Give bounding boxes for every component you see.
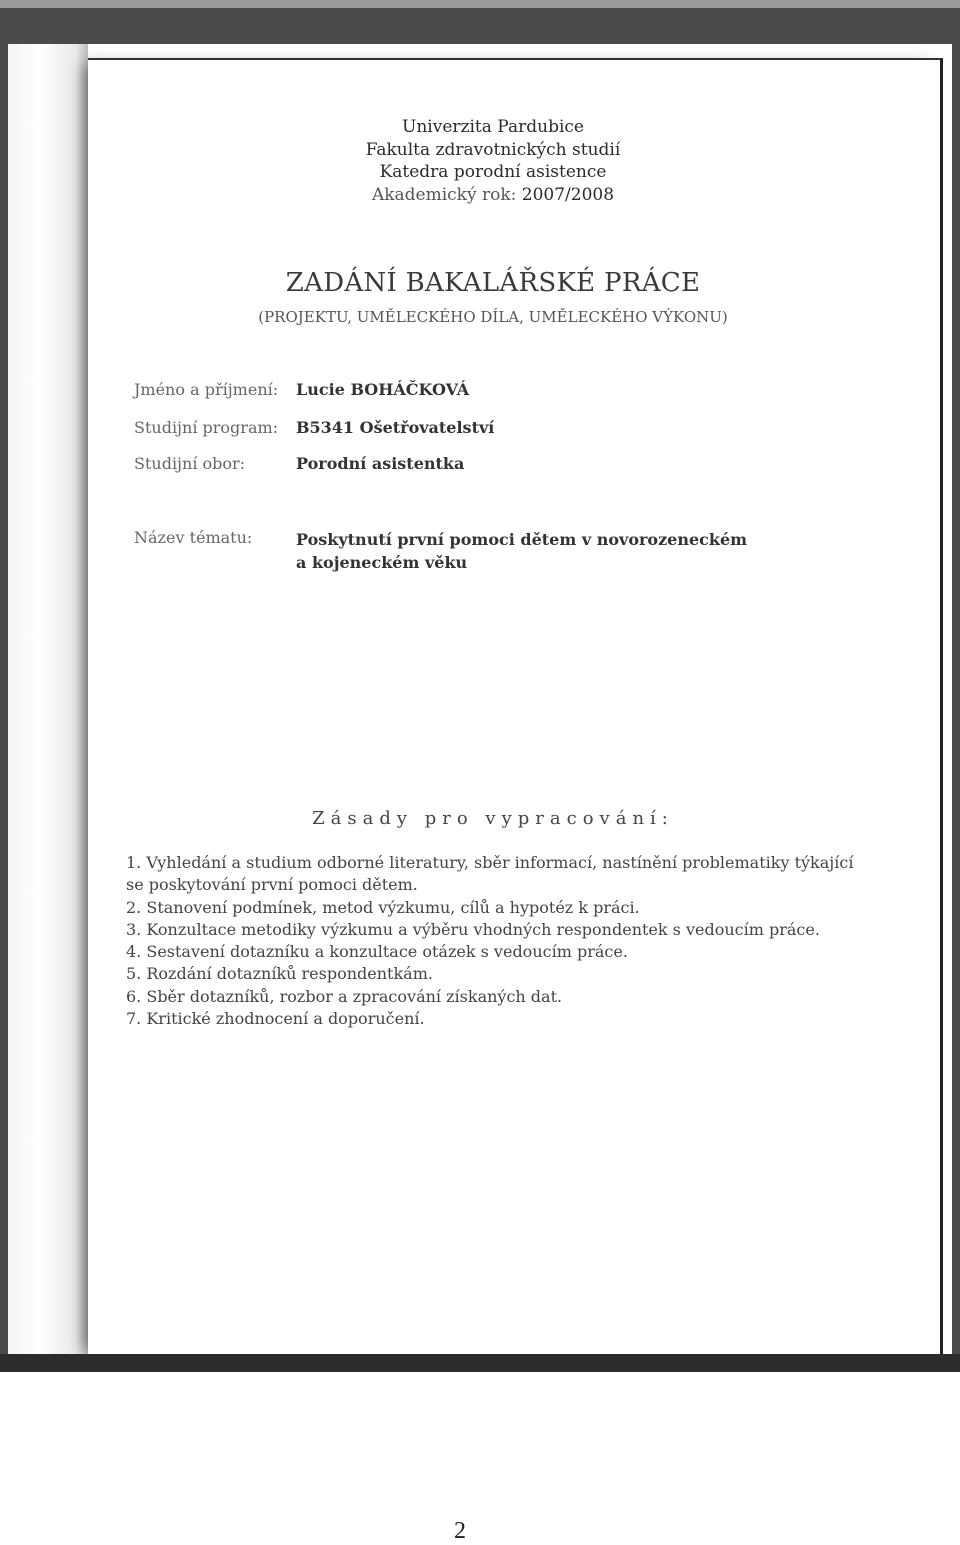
list-item: 7. Kritické zhodnocení a doporučení. [126,1009,425,1029]
page-number: 2 [454,1518,466,1544]
academic-year [200,184,786,207]
name-label: Jméno a příjmení: [134,380,279,399]
scan-bottom-edge [0,1354,960,1372]
list-item: se poskytování první pomoci dětem. [126,875,418,895]
topic-line-1: Poskytnutí první pomoci dětem v novorozeneckém [296,530,748,549]
book-spine [8,44,88,1354]
academic-year-value: 2007/2008 [521,184,615,205]
principles-title: Zásady pro vypracování: [312,808,674,829]
field-of-study-value: Porodní asistentka [296,454,465,473]
list-item: 1. Vyhledání a studium odborné literatury, sběr informací, nastínění problematiky týkající [126,853,854,872]
academic-year-label: Akademický rok: [371,184,517,205]
scan-top-edge [0,0,960,8]
topic-line-2: a kojeneckém věku [296,553,468,572]
department-name: Katedra porodní asistence [379,162,607,182]
name-value: Lucie BOHÁČKOVÁ [296,380,470,399]
list-item: 5. Rozdání dotazníků respondentkám. [126,964,433,984]
list-item: 2. Stanovení podmínek, metod výzkumu, cílů a hypotéz k práci. [126,897,640,917]
topic-label: Název tématu: [134,528,253,547]
topic-value [296,528,816,574]
document-title: ZADÁNÍ BAKALÁŘSKÉ PRÁCE [285,268,701,298]
program-label: Studijní program: [134,418,279,437]
document-subtitle: (PROJEKTU, UMĚLECKÉHO DÍLA, UMĚLECKÉHO VÝKONU) [258,308,728,326]
list-item: 3. Konzultace metodiky výzkumu a výběru vhodných respondentek s vedoucím práce. [126,919,820,939]
faculty-name: Fakulta zdravotnických studií [365,139,621,160]
principles-list [126,852,856,1030]
document-header [200,116,786,206]
university-name: Univerzita Pardubice [402,117,584,137]
document-page [88,58,943,1356]
list-item: 6. Sběr dotazníků, rozbor a zpracování získaných dat. [126,986,563,1006]
program-value: B5341 Ošetřovatelství [296,418,495,437]
field-of-study-label: Studijní obor: [134,454,246,473]
list-item: 4. Sestavení dotazníku a konzultace otázek s vedoucím práce. [126,942,628,962]
